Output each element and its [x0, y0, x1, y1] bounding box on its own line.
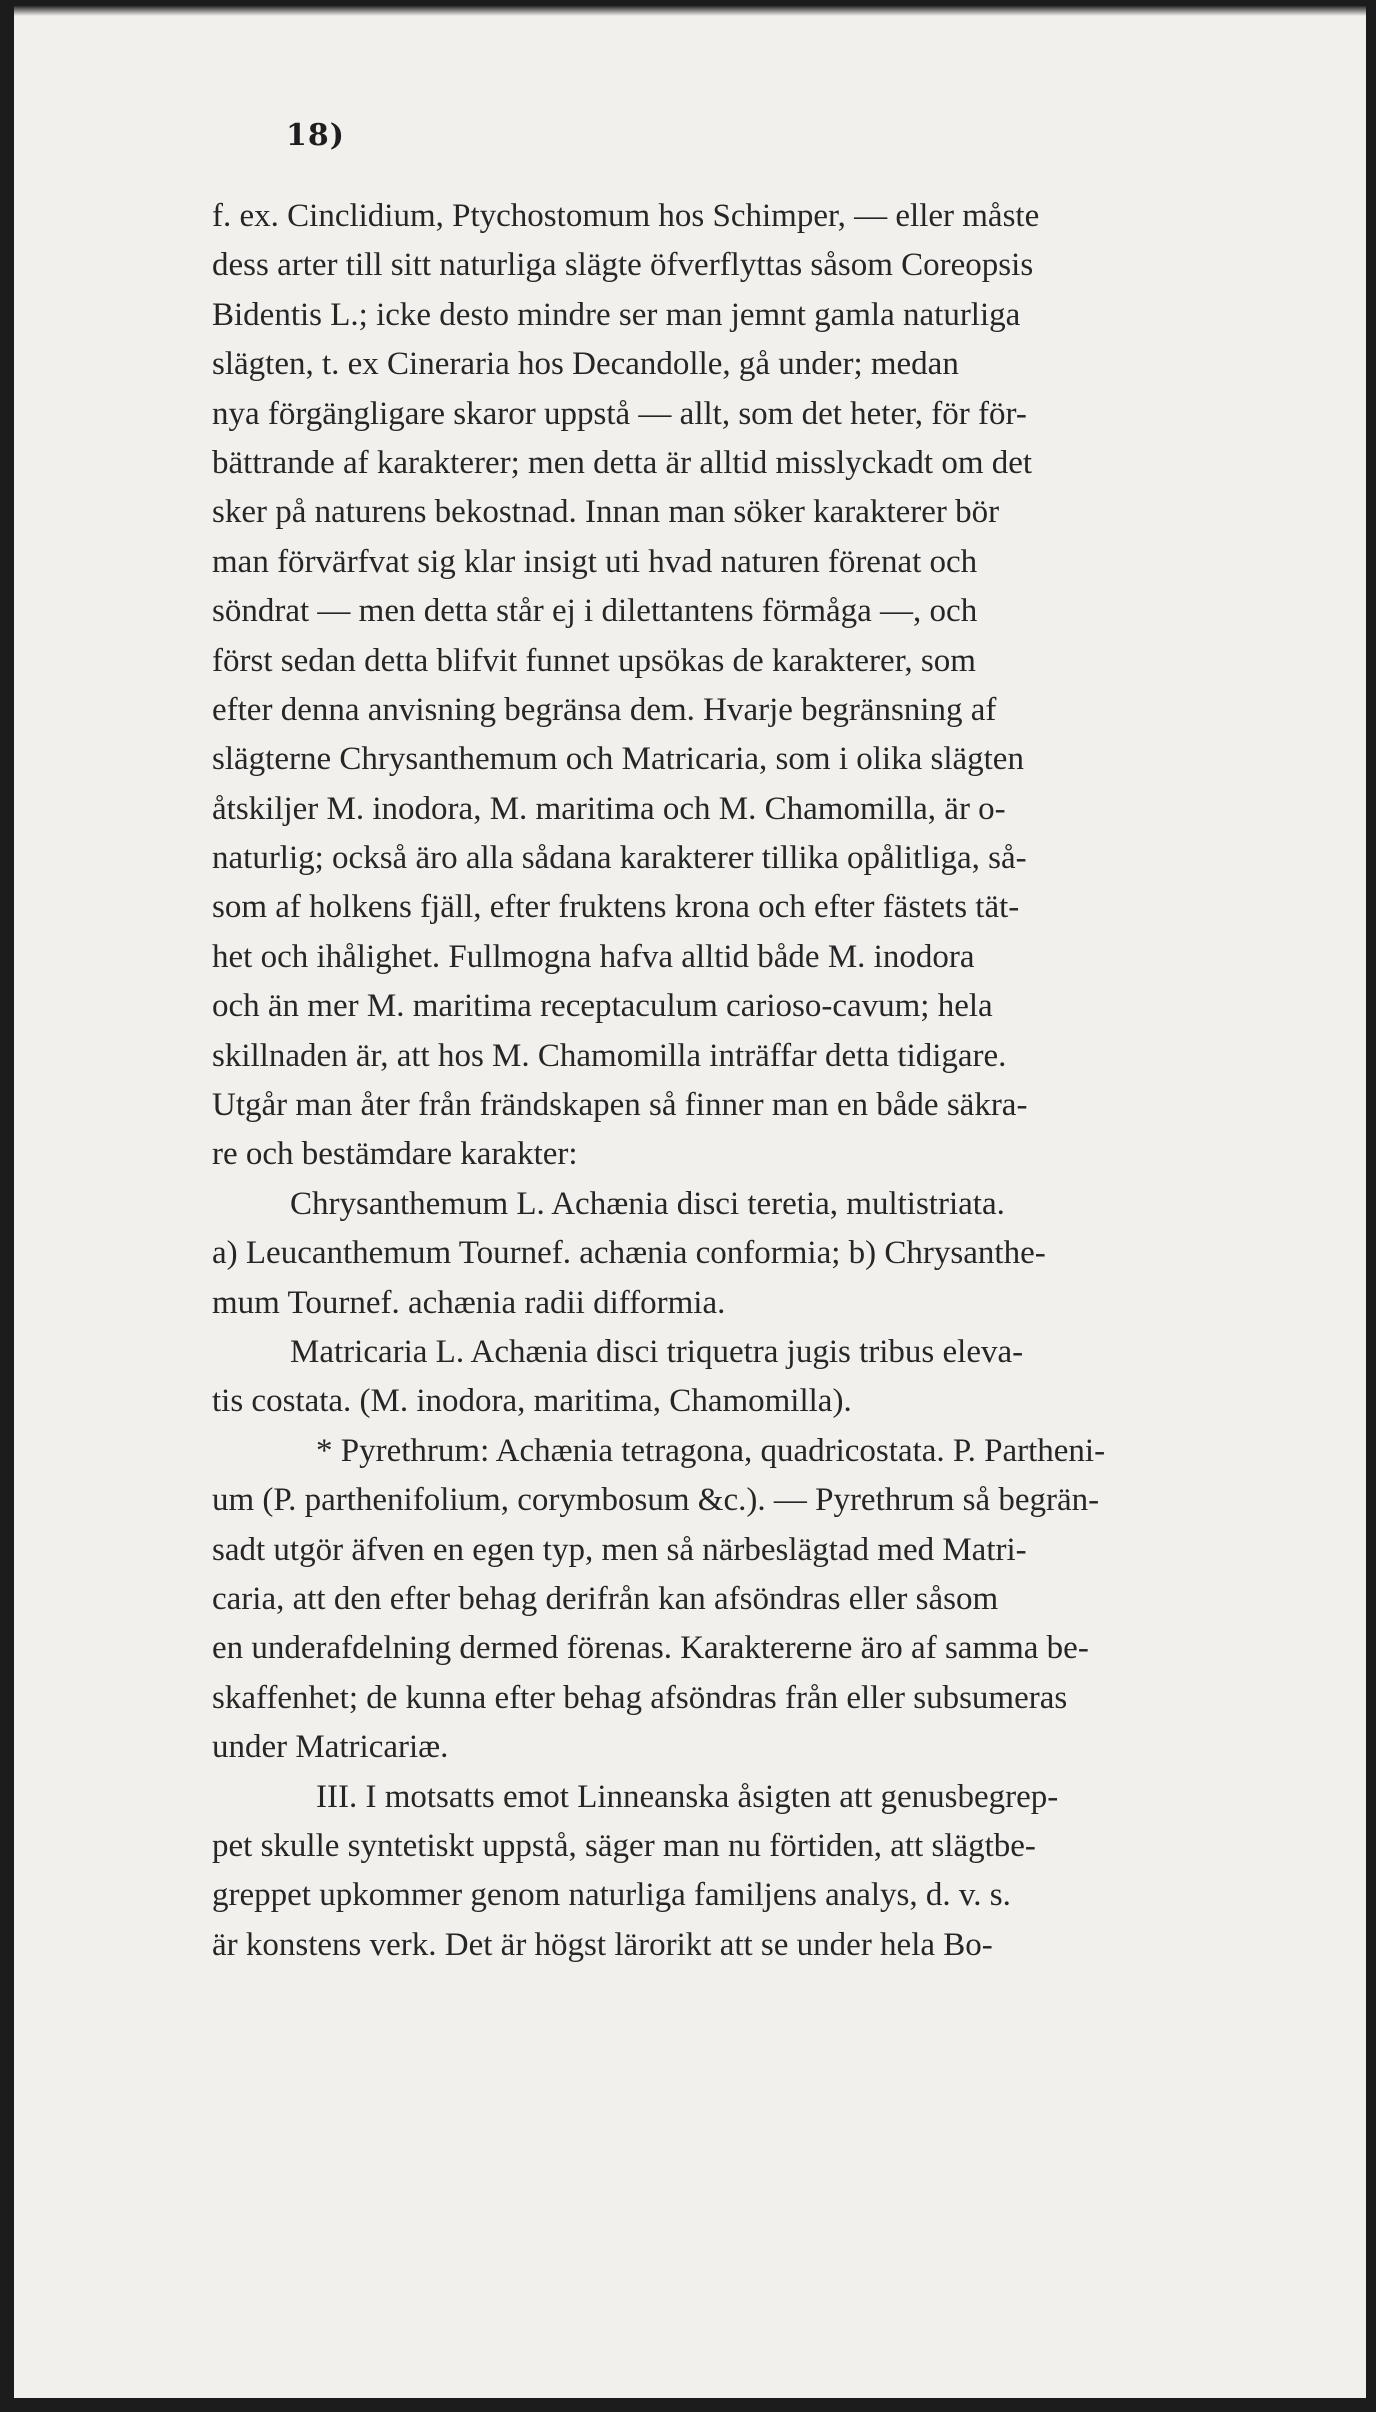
- text-line: är konstens verk. Det är högst lärorikt att se under hela Bo-: [212, 1926, 993, 1963]
- text-line: skillnaden är, att hos M. Chamomilla inträffar detta tidigare.: [212, 1037, 1007, 1074]
- text-line: sker på naturens bekostnad. Innan man söker karakterer bör: [212, 494, 1000, 531]
- text-line: re och bestämdare karakter:: [212, 1136, 578, 1173]
- text-line: slägten, t. ex Cineraria hos Decandolle, gå under; medan: [212, 346, 959, 383]
- text-line: tis costata. (M. inodora, maritima, Chamomilla).: [212, 1383, 852, 1420]
- page-number: 18): [286, 118, 345, 153]
- text-line: Utgår man åter från frändskapen så finner man en både säkra-: [212, 1087, 1028, 1124]
- page-top-shadow: [14, 6, 1366, 16]
- text-line: mum Tournef. achænia radii difformia.: [212, 1284, 726, 1321]
- text-line: greppet upkommer genom naturliga familjens analys, d. v. s.: [212, 1877, 1011, 1914]
- text-line: och än mer M. maritima receptaculum carioso-cavum; hela: [212, 988, 993, 1025]
- text-line: man förvärfvat sig klar insigt uti hvad naturen förenat och: [212, 543, 978, 580]
- text-line: åtskiljer M. inodora, M. maritima och M. Chamomilla, är o-: [212, 790, 1006, 827]
- text-line: III. I motsatts emot Linneanska åsigten att genusbegrep-: [316, 1778, 1059, 1815]
- text-line: efter denna anvisning begränsa dem. Hvarje begränsning af: [212, 691, 997, 728]
- text-line: som af holkens fjäll, efter fruktens krona och efter fästets tät-: [212, 889, 1020, 926]
- text-line: caria, att den efter behag derifrån kan afsöndras eller såsom: [212, 1580, 999, 1617]
- text-line: skaffenhet; de kunna efter behag afsöndras från eller subsumeras: [212, 1679, 1068, 1716]
- body-text: [212, 192, 1362, 1970]
- text-line: Chrysanthemum L. Achænia disci teretia, multistriata.: [290, 1185, 1005, 1222]
- text-line: söndrat — men detta står ej i dilettantens förmåga —, och: [212, 593, 978, 630]
- text-line: först sedan detta blifvit funnet upsökas de karakterer, som: [212, 642, 976, 679]
- text-line: Bidentis L.; icke desto mindre ser man jemnt gamla naturliga: [212, 296, 1021, 333]
- book-page: [14, 6, 1366, 2398]
- text-line: Matricaria L. Achænia disci triquetra jugis tribus eleva-: [290, 1333, 1024, 1370]
- text-line: bättrande af karakterer; men detta är alltid misslyckadt om det: [212, 444, 1033, 481]
- text-line: dess arter till sitt naturliga slägte öfverflyttas såsom Coreopsis: [212, 247, 1034, 284]
- text-line: a) Leucanthemum Tournef. achænia conformia; b) Chrysanthe-: [212, 1235, 1046, 1272]
- text-line: pet skulle syntetiskt uppstå, säger man nu förtiden, att slägtbe-: [212, 1827, 1036, 1864]
- text-line: slägterne Chrysanthemum och Matricaria, som i olika slägten: [212, 741, 1024, 778]
- text-line: naturlig; också äro alla sådana karakterer tillika opålitliga, så-: [212, 840, 1027, 877]
- text-line: f. ex. Cinclidium, Ptychostomum hos Schimper, — eller måste: [212, 198, 1040, 234]
- text-line: en underafdelning dermed förenas. Karaktererne äro af samma be-: [212, 1630, 1089, 1667]
- text-line: het och ihålighet. Fullmogna hafva alltid både M. inodora: [212, 938, 975, 975]
- text-line: under Matricariæ.: [212, 1729, 449, 1766]
- text-line: * Pyrethrum: Achænia tetragona, quadricostata. P. Partheni-: [316, 1432, 1106, 1469]
- text-line: um (P. parthenifolium, corymbosum &c.). — Pyrethrum så begrän-: [212, 1482, 1100, 1519]
- text-line: sadt utgör äfven en egen typ, men så närbeslägtad med Matri-: [212, 1531, 1027, 1568]
- text-line: nya förgängligare skaror uppstå — allt, som det heter, för för-: [212, 395, 1027, 432]
